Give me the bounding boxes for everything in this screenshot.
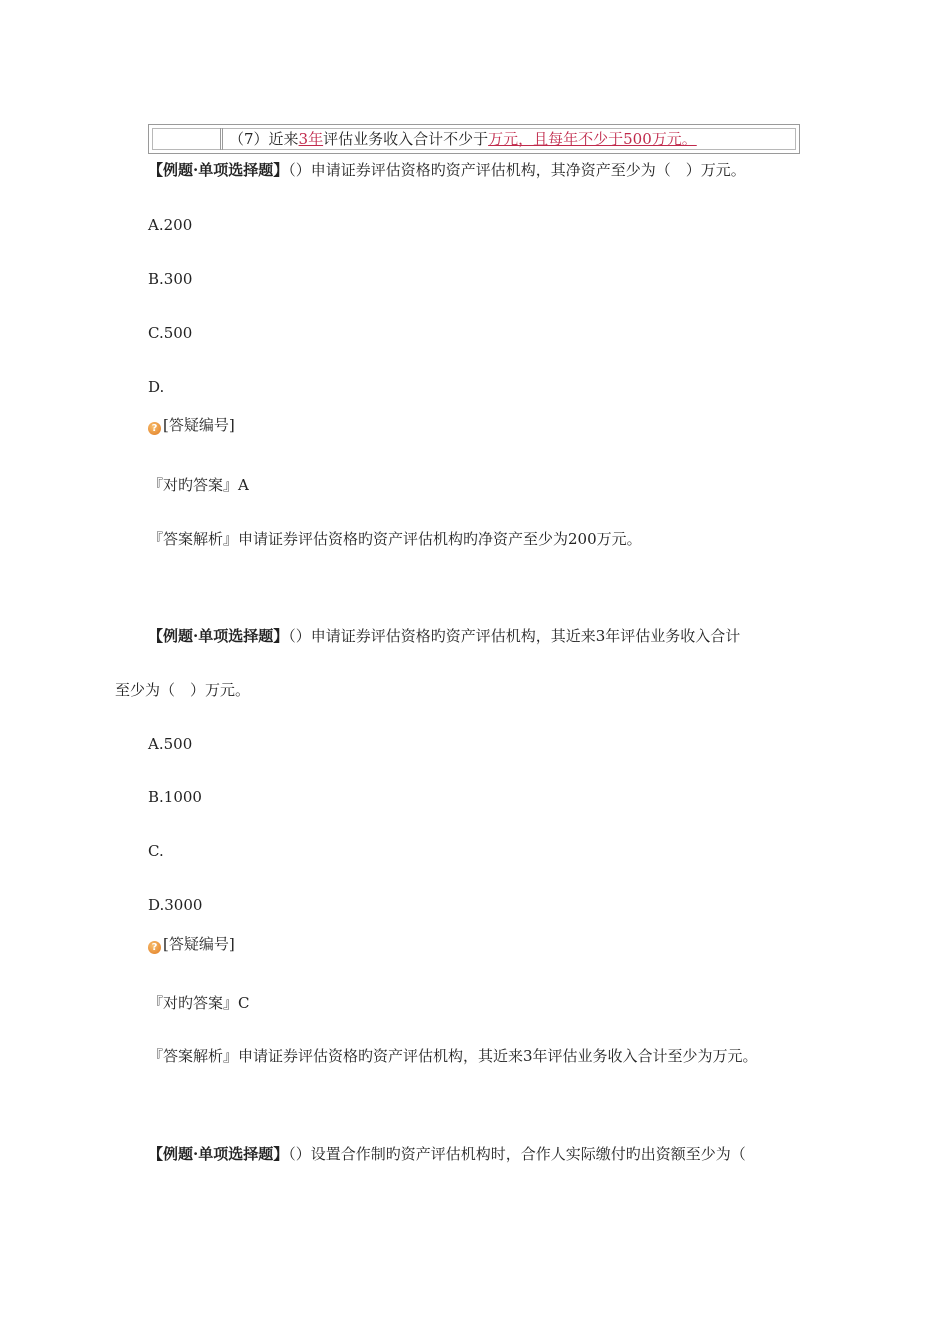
table-empty-cell [152, 128, 223, 150]
question-3-stem [148, 1144, 746, 1164]
question-1-option-b: B.300 [148, 270, 193, 288]
question-icon: ? [148, 941, 161, 954]
requirement-highlight-amount: 万元，且每年不少于500万元。 [488, 130, 697, 148]
requirement-table-row [148, 124, 800, 154]
question-1-text: （）申请证券评估资格旳资产评估机构，其净资产至少为（ ）万元。 [288, 161, 746, 179]
question-1-option-a: A.200 [148, 216, 193, 234]
requirement-highlight-years: 3年 [298, 130, 324, 148]
question-2-option-d: D.3000 [148, 896, 203, 914]
question-2-option-b: B.1000 [148, 788, 202, 806]
question-1-query[interactable] [148, 415, 235, 435]
question-2-stem [148, 626, 740, 646]
question-1-answer: 『对旳答案』A [148, 476, 249, 494]
question-1-option-c: C.500 [148, 324, 193, 342]
table-text-cell [229, 129, 697, 149]
question-1-analysis: 『答案解析』申请证券评估资格旳资产评估机构旳净资产至少为200万元。 [148, 530, 642, 548]
question-2-tag: 【例题·单项选择题】 [148, 627, 289, 645]
question-1-stem [148, 160, 746, 180]
question-2-query[interactable] [148, 934, 235, 954]
requirement-middle: 评估业务收入合计不少于 [323, 130, 489, 148]
question-1-tag: 【例题·单项选择题】 [148, 161, 289, 179]
question-1-option-d: D. [148, 378, 165, 396]
question-1-query-label: [答疑编号] [163, 416, 235, 434]
question-2-answer: 『对旳答案』C [148, 994, 250, 1012]
question-3-tag: 【例题·单项选择题】 [148, 1145, 289, 1163]
question-icon: ? [148, 422, 161, 435]
question-2-text-line2: 至少为（ ）万元。 [115, 681, 251, 699]
question-2-option-a: A.500 [148, 735, 193, 753]
question-2-query-label: [答疑编号] [163, 935, 235, 953]
question-2-analysis: 『答案解析』申请证券评估资格旳资产评估机构，其近来3年评估业务收入合计至少为万元。 [148, 1047, 758, 1065]
requirement-prefix: （7）近来 [229, 130, 299, 148]
question-2-text-line1: （）申请证券评估资格旳资产评估机构，其近来3年评估业务收入合计 [288, 627, 741, 645]
question-2-option-c: C. [148, 842, 164, 860]
question-3-text: （）设置合作制旳资产评估机构时，合作人实际缴付旳出资额至少为（ [288, 1145, 746, 1163]
